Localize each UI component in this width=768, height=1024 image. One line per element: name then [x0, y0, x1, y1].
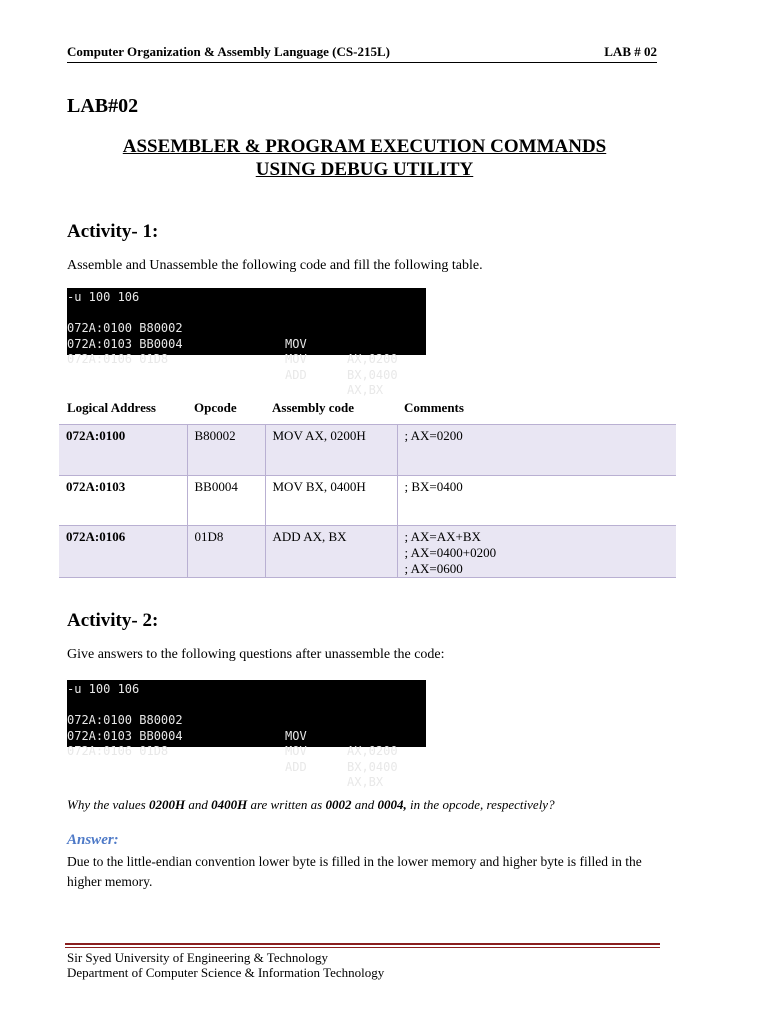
cell-address: 072A:0106: [59, 526, 187, 578]
question-part: and: [351, 797, 378, 812]
col-header-address: Logical Address: [67, 400, 156, 415]
console-operands: BX,0400: [347, 367, 398, 382]
console-command: -u 100 106: [67, 682, 140, 696]
title-line-2: USING DEBUG UTILITY: [255, 159, 474, 180]
cell-comments: [397, 425, 676, 476]
col-header-opcode: Opcode: [194, 400, 237, 415]
comment-line: ; BX=0400: [404, 479, 463, 494]
cell-code: MOV AX, 0200H: [265, 425, 397, 476]
col-header-code: Assembly code: [272, 400, 354, 415]
console-command: -u 100 106: [67, 290, 140, 304]
activity-2-heading: Activity- 2:: [67, 610, 159, 631]
activity-1-instruction: Assemble and Unassemble the following code and fill the following table.: [67, 258, 483, 273]
footer-rule: [65, 943, 660, 945]
footer-department: Department of Computer Science & Information Technology: [67, 965, 385, 980]
table-header-row: [67, 400, 677, 420]
question-text: [67, 797, 555, 813]
comment-line: ; AX=0400+0200: [404, 545, 497, 560]
answer-label: Answer:: [67, 832, 119, 848]
debug-console-2: [67, 680, 426, 789]
opcode-table: [59, 424, 676, 578]
console-addr-opcode: 072A:0103 BB0004: [67, 336, 183, 351]
console-addr-opcode: 072A:0106 01D8: [67, 352, 169, 366]
console-addr-opcode: 072A:0106 01D8: [67, 744, 169, 758]
console-mnemonic: MOV: [285, 728, 307, 743]
question-part: are written as: [247, 797, 326, 812]
table-row: [59, 526, 676, 578]
col-header-comments: Comments: [404, 400, 464, 415]
table-row: [59, 476, 676, 526]
cell-comments: [397, 476, 676, 526]
table-row: [59, 425, 676, 476]
comment-line: ; AX=0600: [404, 561, 463, 576]
activity-2-instruction: Give answers to the following questions after unassemble the code:: [67, 647, 445, 662]
course-title: Computer Organization & Assembly Language (CS-215L): [67, 44, 390, 59]
answer-text: Due to the little-endian convention lower byte is filled in the lower memory and higher byte is filled in the higher memory.: [67, 854, 642, 889]
console-mnemonic: MOV: [285, 352, 307, 366]
cell-opcode: B80002: [187, 425, 265, 476]
console-operands: BX,0400: [347, 759, 398, 774]
cell-opcode: BB0004: [187, 476, 265, 526]
document-title: [67, 135, 662, 181]
cell-comments: [397, 526, 676, 578]
footer-rule-thin: [65, 947, 660, 948]
console-operands: AX,BX: [347, 383, 384, 397]
console-mnemonic: MOV: [285, 744, 307, 758]
question-bold: 0200H: [148, 797, 186, 812]
question-part: in the opcode, respectively?: [406, 797, 555, 812]
question-bold: 0400H: [211, 797, 248, 812]
question-part: and: [185, 797, 212, 812]
comment-line: ; AX=0200: [404, 428, 463, 443]
console-operands: AX,0200: [347, 352, 398, 366]
question-part: Why the values: [67, 797, 149, 812]
console-addr-opcode: 072A:0103 BB0004: [67, 728, 183, 743]
cell-code: ADD AX, BX: [265, 526, 397, 578]
page-header: [67, 44, 657, 63]
cell-opcode: 01D8: [187, 526, 265, 578]
lab-number: LAB#02: [67, 95, 139, 117]
cell-code: MOV BX, 0400H: [265, 476, 397, 526]
title-line-1: ASSEMBLER & PROGRAM EXECUTION COMMANDS: [122, 136, 607, 157]
console-mnemonic: MOV: [285, 336, 307, 351]
console-operands: AX,0200: [347, 744, 398, 758]
console-mnemonic: ADD: [285, 759, 307, 774]
console-addr-opcode: 072A:0100 B80002: [67, 713, 183, 727]
footer-university: Sir Syed University of Engineering & Technology: [67, 950, 328, 965]
question-bold: 0004,: [377, 797, 407, 812]
cell-address: 072A:0103: [59, 476, 187, 526]
lab-label: LAB # 02: [604, 44, 657, 59]
comment-line: ; AX=AX+BX: [404, 529, 481, 544]
question-bold: 0002: [325, 797, 352, 812]
console-mnemonic: ADD: [285, 367, 307, 382]
console-operands: AX,BX: [347, 775, 384, 789]
activity-1-heading: Activity- 1:: [67, 221, 159, 242]
console-addr-opcode: 072A:0100 B80002: [67, 321, 183, 335]
cell-address: 072A:0100: [59, 425, 187, 476]
debug-console-1: [67, 288, 426, 397]
